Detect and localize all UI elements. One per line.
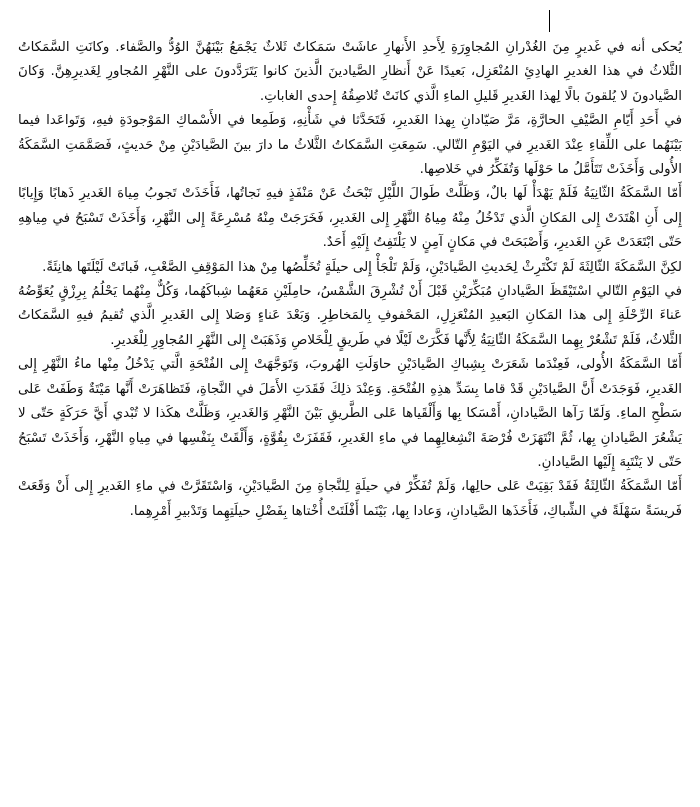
paragraph-fishermen: في أَحَدِ أَيّامِ الصَّيْفِ الحارَّةِ، مَرَّ صَيّادانِ بِهذا الغَديرِ، فَتَحَدَّثا في شَأْنِهِ، وَطَمِعا في الأَسْماكِ المَوْجودَةِ فيهِ، وَتَواعَدا فيما بَيْنَهُما على اللِّقاءِ عِنْدَ الغَديرِ في اليَوْمِ التّالي. سَمِعَتِ السَّمَكاتُ الثَّلاثُ ما دارَ بينَ الصَّيادَيْنِ مِنْ حَديثٍ، فَصَمَّمَتِ السَّمَكَةُ الأُولى وَأَخَذَتْ تَتَأَمَّلُ ما حَوْلَها وَتُفَكِّرُ في خَلاصِها. (18, 113, 682, 178)
document-body[interactable] (18, 36, 682, 524)
paragraph-third-fish: لكِنَّ السَّمَكَةَ الثّالِثَةَ لَمْ تَكْتَرِثْ لِحَديثِ الصَّيادَيْنِ، وَلَمْ تَلْجَأْ إِلى حيلَةٍ تُخَلِّصُها مِنْ هذا المَوْقِفِ الصَّعْبِ، فَباتَتْ لَيْلَتَها هانِئَةً. (42, 259, 682, 275)
paragraph-intro: يُحكى أنه في غَديرٍ مِنَ الغُدْرانِ المُجاوِرَةِ لِأَحدِ الأَنهارِ عاشَتْ سَمَكاتٌ ثَلاثٌ يَجْمَعُ بَيْنَهُنَّ الوُدُّ والصَّفاء. وكانَتِ السَّمَكاتُ الثَّلاثُ في هذا الغديرِ الهادِئِ المُنْعَزِل، بَعيدًا عَنْ أَنظارِ الصَّيادينَ الَّذينَ كانوا يَتَرَدَّدونَ على النَّهْرِ المُجاورِ لِغَديرِهِنَّ. وَكانَ الصَّيادونَ لا يُلقونَ بالًا لِهذا الغَديرِ قَليلِ الماءِ الَّذي كانَتْ تُلاصِقُهُ إِحدى الغاباتِ. (18, 40, 682, 104)
paragraph-second-fish: أَمّا السَّمَكَةُ الثّانِيَةُ فَلَمْ يَهْدَأْ لَها بالٌ، وَظَلَّتْ طَوالَ اللَّيْلِ تَبْحَثُ عَنْ مَنْفَذٍ فيهِ نَجاتُها، فَأَخَذَتْ تَجوبُ مِياهَ الغَديرِ ذَهابًا وَإِيابًا إِلى أَنِ اهْتَدَتْ إِلى المَكانِ الَّذي تَدْخُلُ مِنْهُ مِياهُ النَّهْرِ إِلى الغَديرِ، فَخَرَجَتْ مِنْهُ مُسْرِعَةً إِلى النَّهْرِ، وَأَخَذَتْ تَسْبَحُ في مِياهِهِ حَتّى ابْتَعَدَتْ عَنِ الغَديرِ، وَأَصْبَحَتْ في مَكانٍ آمِنٍ لا يَلْتَفِتُ إِلَيْهِ أَحَدٌ. (18, 186, 682, 251)
paragraph-first-fish: أَمّا السَّمَكَةُ الأُولى، فَعِنْدَما شَعَرَتْ بِشِباكِ الصَّيادَيْنِ حاوَلَتِ الهُروبَ، وَتَوَجَّهَتْ إِلى الفُتْحَةِ الَّتي يَدْخُلُ مِنْها ماءُ النَّهْرِ إِلى الغَديرِ، فَوَجَدَتْ أَنَّ الصَّيادَيْنِ قَدْ قاما بِسَدِّ هذِهِ الفُتْحَةِ. وَعِنْدَ ذلِكَ فَقَدَتِ الأَمَلَ في النَّجاةِ، فَتَظاهَرَتْ أَنَّها مَيْتَةٌ وَطَفَتْ عَلى سَطْحِ الماءِ. وَلَمّا رَآها الصَّيادانِ، أَمْسَكا بِها وَأَلْقَياها عَلى الطَّريقِ بَيْنَ النَّهْرِ وَالغَديرِ، وَظَلَّتْ هكَذا لا تُبْدي أَيَّ حَرَكَةٍ حَتّى لا يَشْعُرَ الصَّيادانِ بِها، ثُمَّ انْتَهَزَتْ فُرْصَةَ انْشِغالِهِما في ماءِ الغَديرِ، فَقَفَزَتْ بِقُوَّةٍ، وَأَلْقَتْ بِنَفْسِها في مِياهِ النَّهْرِ، وَأَخَذَتْ تَسْبَحُ حَتّى لا يَنْتَبِهَ إِلَيْها الصَّيادانِ. (18, 357, 682, 470)
paragraph-next-day: في اليَوْمِ التّالي اسْتَيْقَظَ الصَّيادانِ مُبَكِّرَيْنِ قَبْلَ أَنْ تُشْرِقَ الشَّمْسُ، حامِلَيْنِ مَعَهُما شِباكَهُما، وَكُلٌّ مِنْهُما يَحْلُمُ بِرِزْقٍ يُعَوِّضُهُ عَناءَ الرِّحْلَةِ إِلى هذا المَكانِ البَعيدِ المُنْعَزِلِ، المَحْفوفِ بِالمَخاطِرِ. وَبَعْدَ عَناءٍ وَصَلا إِلى الغَديرِ الَّذي تُقيمُ فيهِ السَّمَكاتُ الثَّلاثُ، فَلَمْ تَشْعُرْ بِهِما السَّمَكَةُ الثّانِيَةُ لِأَنَّها فَكَّرَتْ لَيْلًا في طَريقٍ لِلْخَلاصِ وَذَهَبَتْ إِلى النَّهْرِ المُجاوِرِ لِلْغَديرِ. (18, 284, 682, 348)
text-cursor (549, 10, 550, 32)
paragraph-ending: أَمّا السَّمَكَةُ الثّالِثَةُ فَقَدْ بَقِيَتْ عَلى حالِها، وَلَمْ تُفَكِّرْ في حيلَةٍ لِلنَّجاةِ مِنَ الصَّيادَيْنِ، وَاسْتَقَرَّتْ في ماءِ الغَديرِ إِلى أَنْ وَقَعَتْ فَريسَةً سَهْلَةً في الشِّباكِ، فَأَخَذَها الصَّيادانِ، وَعادا بِها، بَيْنَما أَفْلَتَتْ أُخْتاها بِفَضْلِ حيلَتِهِما وَتَدْبيرِ أَمْرِهِما. (18, 479, 682, 519)
